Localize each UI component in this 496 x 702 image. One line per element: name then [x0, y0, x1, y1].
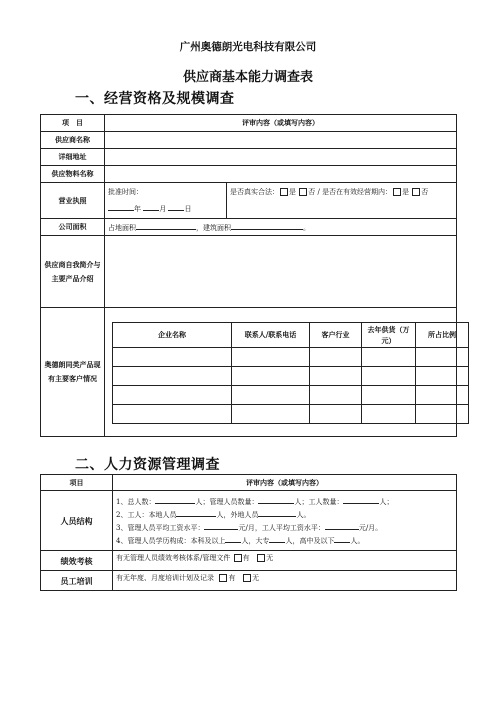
manager-salary-label: 3、管理人员平均工资水平：: [116, 523, 205, 532]
label-address: 详细地址: [41, 149, 105, 166]
checkbox-authentic-no[interactable]: [299, 188, 307, 196]
structure-line-4: [116, 534, 453, 547]
college-blank[interactable]: [269, 534, 285, 543]
year-blank[interactable]: [108, 202, 134, 211]
table-cell[interactable]: [362, 405, 416, 424]
highschool-label: 人，高中及以下: [285, 536, 335, 545]
period: 。: [303, 223, 310, 232]
table-cell[interactable]: [232, 386, 310, 405]
table-cell[interactable]: [232, 405, 310, 424]
customer-col-industry: 客户行业: [310, 323, 362, 348]
checkbox-performance-none[interactable]: [257, 554, 265, 562]
structure-line-3: [116, 521, 453, 534]
nonlocal-workers-label: 人，外地人员: [216, 510, 259, 519]
bachelor-label: 4、管理人员学历构成：本科及以上: [116, 536, 226, 545]
label-materials: 供应物料名称: [41, 166, 105, 183]
checkbox-training-none[interactable]: [243, 574, 251, 582]
company-area-cell: [105, 219, 457, 236]
total-staff-blank[interactable]: [155, 495, 195, 504]
line1-end: 人；: [379, 497, 394, 506]
form-title: 供应商基本能力调查表: [182, 70, 313, 85]
checkbox-valid-no[interactable]: [412, 188, 420, 196]
input-supplier-intro[interactable]: [105, 236, 457, 308]
managers-label: 人；管理人员数量：: [195, 497, 259, 506]
supplier-intro-text: 供应商自我简介与主要产品介绍: [44, 259, 101, 283]
performance-none-label: 无: [266, 554, 274, 562]
table-cell[interactable]: [416, 348, 469, 367]
col-header-item: 项 目: [41, 115, 105, 132]
input-supplier-name[interactable]: [105, 132, 457, 149]
table-cell[interactable]: [416, 405, 469, 424]
table-cell[interactable]: [310, 405, 362, 424]
bachelor-blank[interactable]: [225, 534, 241, 543]
table-cell[interactable]: [416, 367, 469, 386]
table-cell[interactable]: [113, 367, 232, 386]
year-label: 年: [134, 205, 141, 213]
input-materials[interactable]: [105, 166, 457, 183]
table-cell[interactable]: [232, 367, 310, 386]
customers-text: 奥德朗同类产品现有主要客户情况: [44, 360, 101, 383]
month-label: 月: [159, 205, 167, 213]
hr-col-header-content: 评审内容（或填写内容）: [113, 475, 457, 491]
table-cell[interactable]: [362, 386, 416, 405]
training-have-label: 有: [228, 574, 236, 582]
structure-line-2: [116, 508, 453, 521]
nonlocal-workers-blank[interactable]: [258, 508, 296, 517]
hr-management-table: [40, 474, 457, 591]
label-customers: [41, 308, 105, 437]
manager-salary-blank[interactable]: [204, 521, 238, 530]
hr-col-header-item: 项目: [41, 475, 113, 491]
local-workers-blank[interactable]: [176, 508, 216, 517]
day-label: 日: [184, 205, 192, 213]
col-header-content: 评审内容（或填写内容）: [105, 115, 457, 132]
table-cell[interactable]: [113, 405, 232, 424]
table-cell[interactable]: [232, 348, 310, 367]
total-staff-label: 1、总人数：: [116, 497, 156, 506]
customer-col-company: 企业名称: [113, 323, 232, 348]
land-area-label: 占地面积: [108, 223, 136, 232]
valid-no-label: 否: [421, 188, 429, 196]
table-cell[interactable]: [362, 348, 416, 367]
valid-period-label: 是否在有效经营期内：: [322, 188, 393, 196]
checkbox-performance-have[interactable]: [234, 554, 242, 562]
authentic-no-label: 否: [308, 188, 316, 196]
customer-col-supply: 去年供货（万元）: [362, 323, 416, 348]
workers-label: 人；工人数量：: [294, 497, 344, 506]
building-area-label: 建筑面积: [203, 223, 231, 232]
comma: ，: [196, 223, 203, 232]
license-validity-cell: [227, 183, 457, 219]
label-supplier-name: 供应商名称: [41, 132, 105, 149]
table-cell[interactable]: [416, 386, 469, 405]
highschool-blank[interactable]: [334, 534, 350, 543]
customer-col-ratio: 所占比例: [416, 323, 469, 348]
performance-text: 有无管理人员绩效考核体系/管理文件: [116, 554, 231, 562]
structure-line-1: [116, 495, 453, 508]
land-area-blank[interactable]: [136, 221, 196, 230]
performance-cell: [113, 551, 457, 571]
local-workers-label: 2、工人：本地人员: [116, 510, 177, 519]
performance-have-label: 有: [242, 554, 250, 562]
table-cell[interactable]: [113, 348, 232, 367]
table-cell[interactable]: [310, 386, 362, 405]
license-approval-cell[interactable]: [105, 183, 227, 219]
label-business-license: 营业执照: [41, 183, 105, 219]
training-text: 有无年度、月度培训计划及记录: [116, 574, 214, 582]
worker-salary-label: 元/月，工人平均工资水平：: [238, 523, 325, 532]
customer-table: [112, 322, 469, 424]
college-label: 人，大专: [241, 536, 270, 545]
day-blank[interactable]: [168, 202, 184, 211]
label-company-area: 公司面积: [41, 219, 105, 236]
authentic-label: 是否真实合法：: [230, 188, 279, 196]
section2-heading: 二、人力资源管理调查: [75, 457, 220, 473]
month-blank[interactable]: [143, 202, 159, 211]
valid-yes-label: 是: [402, 188, 410, 196]
label-performance: 绩效考核: [41, 551, 113, 571]
checkbox-authentic-yes[interactable]: [280, 188, 288, 196]
line4-end: 人。: [350, 536, 365, 545]
table-cell[interactable]: [113, 386, 232, 405]
line2-end: 人。: [296, 510, 311, 519]
approval-time-label: 批准时间：: [108, 188, 143, 196]
checkbox-valid-yes[interactable]: [393, 188, 401, 196]
authentic-yes-label: 是: [289, 188, 296, 196]
building-area-blank[interactable]: [231, 221, 303, 230]
checkbox-training-have[interactable]: [219, 574, 227, 582]
label-training: 员工培训: [41, 571, 113, 591]
company-name: 广州奥德朗光电科技有限公司: [179, 41, 317, 53]
training-none-label: 无: [252, 574, 260, 582]
input-address[interactable]: [105, 149, 457, 166]
managers-blank[interactable]: [258, 495, 294, 504]
section1-heading: 一、经营资格及规模调查: [75, 91, 235, 107]
table-cell[interactable]: [310, 348, 362, 367]
slash-separator: /: [317, 188, 320, 196]
line3-end: 元/月。: [358, 523, 383, 532]
customer-col-contact: 联系人/联系电话: [232, 323, 310, 348]
training-cell: [113, 571, 457, 591]
table-cell[interactable]: [310, 367, 362, 386]
workers-blank[interactable]: [343, 495, 379, 504]
label-staff-structure: 人员结构: [41, 491, 113, 551]
table-cell[interactable]: [362, 367, 416, 386]
worker-salary-blank[interactable]: [325, 521, 359, 530]
label-supplier-intro: [41, 236, 105, 308]
staff-structure-cell: [113, 491, 457, 551]
